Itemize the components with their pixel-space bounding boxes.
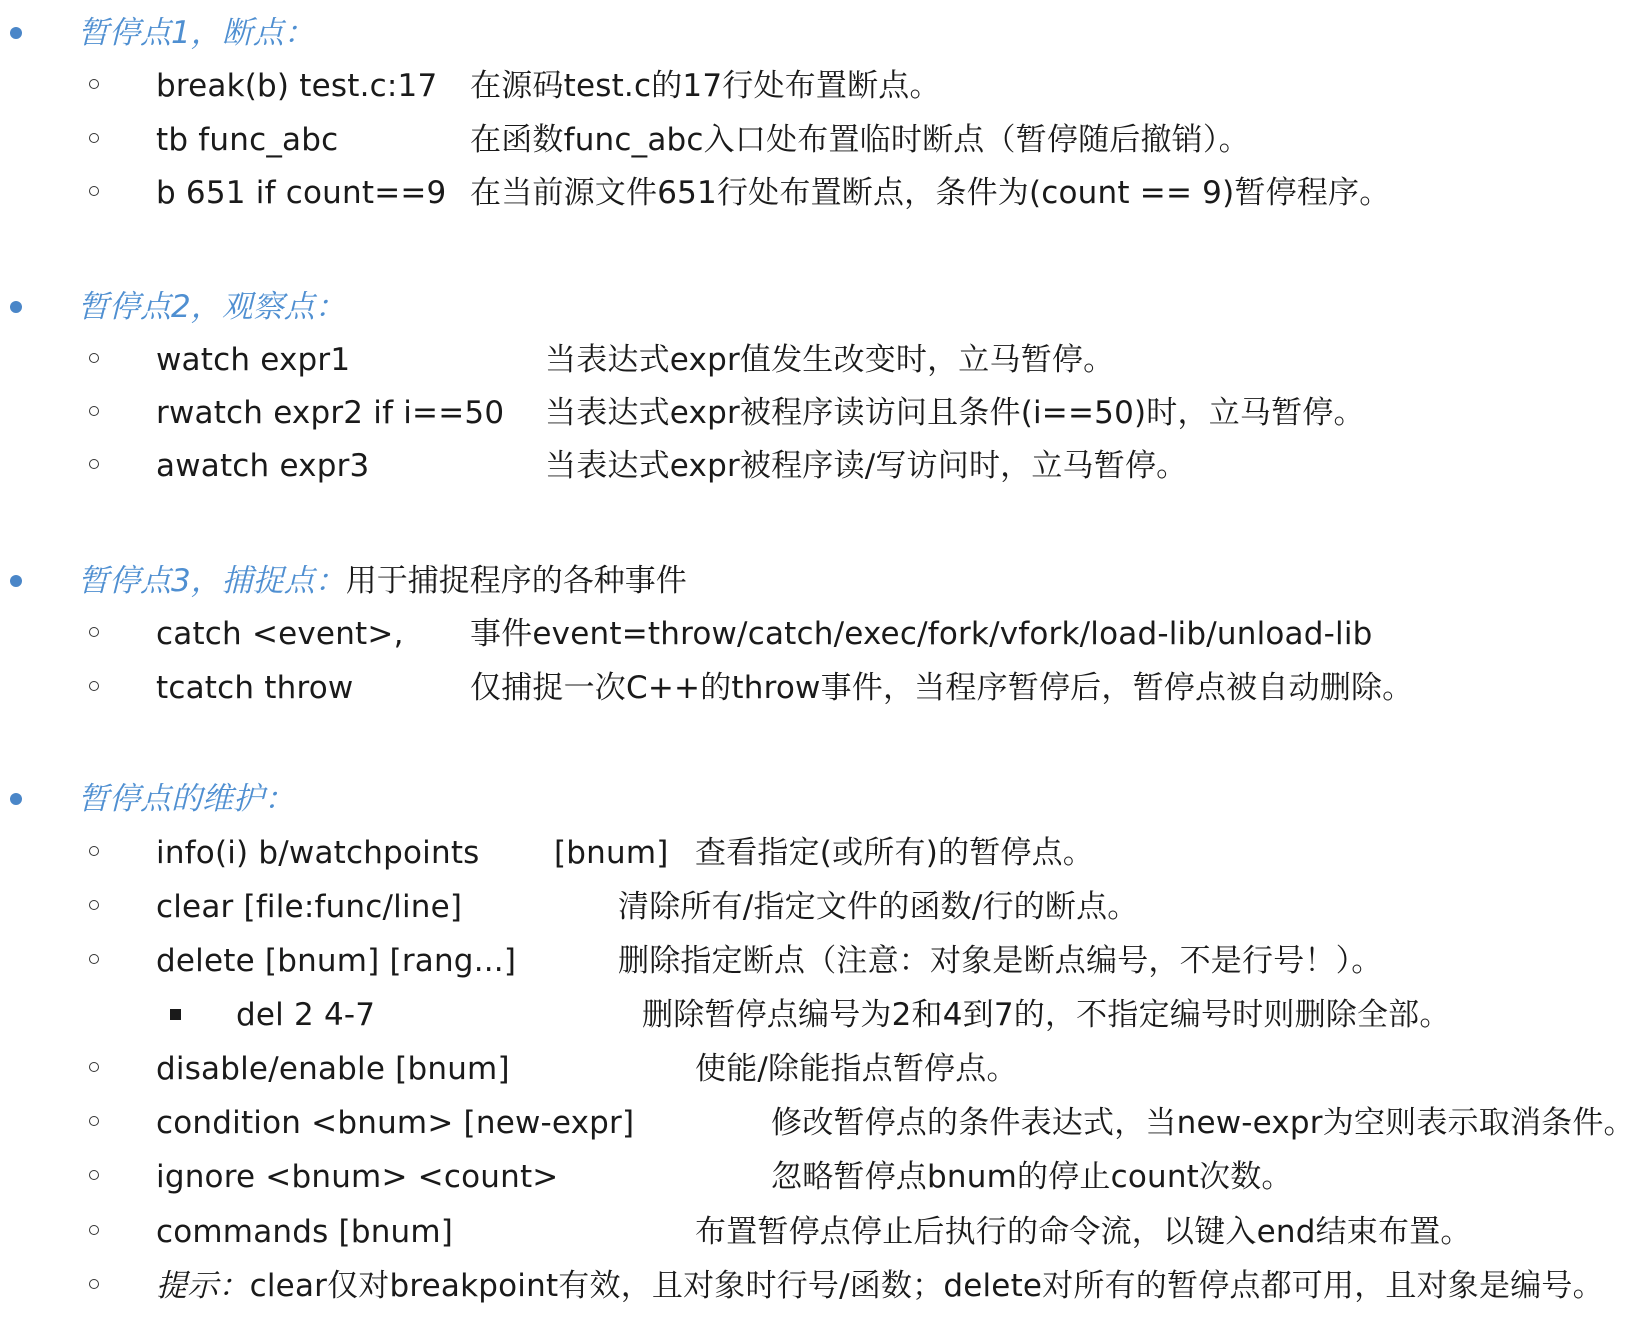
list-item bbox=[0, 932, 1645, 979]
description-text: 删除暂停点编号为2和4到7的，不指定编号时则删除全部。 bbox=[642, 997, 1451, 1033]
command-text: awatch expr3 bbox=[156, 448, 370, 484]
description-text: 查看指定(或所有)的暂停点。 bbox=[695, 835, 1094, 871]
description-text: 事件event=throw/catch/exec/fork/vfork/load-lib/unload-lib bbox=[470, 616, 1373, 652]
description-text: 修改暂停点的条件表达式，当new-expr为空则表示取消条件。 bbox=[771, 1105, 1635, 1141]
list-item bbox=[0, 437, 1645, 484]
list-marker-circle bbox=[89, 1225, 99, 1235]
bullet-dot bbox=[10, 301, 22, 313]
command-arg-text: [bnum] bbox=[554, 835, 669, 871]
list-item bbox=[0, 111, 1645, 158]
list-item bbox=[0, 1040, 1645, 1087]
command-text: tcatch throw bbox=[156, 670, 354, 706]
list-item-nested bbox=[0, 986, 1645, 1033]
list-marker-circle bbox=[89, 627, 99, 637]
section-heading-catchpoints bbox=[0, 552, 1645, 599]
list-marker-circle bbox=[89, 900, 99, 910]
list-marker-circle bbox=[89, 406, 99, 416]
bullet-dot bbox=[10, 793, 22, 805]
hint-label: 提示： bbox=[156, 1268, 250, 1304]
description-text: 仅捕捉一次C++的throw事件，当程序暂停后，暂停点被自动删除。 bbox=[470, 670, 1414, 706]
list-item-hint bbox=[0, 1257, 1645, 1304]
list-item bbox=[0, 331, 1645, 378]
list-marker-circle bbox=[89, 459, 99, 469]
command-text: commands [bnum] bbox=[156, 1214, 454, 1250]
list-marker-circle bbox=[89, 681, 99, 691]
list-item bbox=[0, 164, 1645, 211]
description-text: 删除指定断点（注意：对象是断点编号，不是行号！）。 bbox=[618, 943, 1383, 979]
description-text: 在函数func_abc入口处布置临时断点（暂停随后撤销）。 bbox=[470, 122, 1250, 158]
command-text: del 2 4-7 bbox=[236, 997, 376, 1033]
list-marker-square bbox=[170, 1009, 181, 1020]
list-marker-circle bbox=[89, 1062, 99, 1072]
section-heading-maintenance bbox=[0, 770, 1645, 817]
list-marker-circle bbox=[89, 846, 99, 856]
hint-text bbox=[156, 1257, 1604, 1315]
list-item bbox=[0, 605, 1645, 652]
list-item bbox=[0, 1203, 1645, 1250]
list-item bbox=[0, 878, 1645, 925]
description-text: 当表达式expr值发生改变时，立马暂停。 bbox=[545, 342, 1115, 378]
heading-rest: 用于捕捉程序的各种事件 bbox=[345, 563, 687, 599]
list-item bbox=[0, 57, 1645, 104]
description-text: 在源码test.c的17行处布置断点。 bbox=[470, 68, 941, 104]
command-text: ignore <bnum> <count> bbox=[156, 1159, 559, 1195]
command-text: tb func_abc bbox=[156, 122, 339, 158]
command-text: clear [file:func/line] bbox=[156, 889, 463, 925]
list-item bbox=[0, 384, 1645, 431]
heading-text: 暂停点2，观察点： bbox=[78, 289, 346, 325]
list-marker-circle bbox=[89, 1116, 99, 1126]
command-text: disable/enable [bnum] bbox=[156, 1051, 510, 1087]
description-text: 当表达式expr被程序读/写访问时，立马暂停。 bbox=[545, 448, 1188, 484]
command-text: watch expr1 bbox=[156, 342, 351, 378]
bullet-dot bbox=[10, 27, 22, 39]
command-text: condition <bnum> [new-expr] bbox=[156, 1105, 635, 1141]
list-marker-circle bbox=[89, 186, 99, 196]
description-text: 布置暂停点停止后执行的命令流，以键入end结束布置。 bbox=[695, 1214, 1472, 1250]
list-marker-circle bbox=[89, 133, 99, 143]
description-text: 在当前源文件651行处布置断点，条件为(count == 9)暂停程序。 bbox=[470, 175, 1391, 211]
hint-body: clear仅对breakpoint有效，且对象时行号/函数；delete对所有的暂停点都可用，且对象是编号。 bbox=[249, 1268, 1604, 1304]
description-text: 清除所有/指定文件的函数/行的断点。 bbox=[618, 889, 1139, 925]
list-item bbox=[0, 1148, 1645, 1195]
list-item bbox=[0, 824, 1645, 871]
description-text: 忽略暂停点bnum的停止count次数。 bbox=[771, 1159, 1293, 1195]
command-text: b 651 if count==9 bbox=[156, 175, 447, 211]
bullet-dot bbox=[10, 575, 22, 587]
command-text: catch <event>, bbox=[156, 616, 404, 652]
heading-label: 暂停点3，捕捉点： bbox=[78, 563, 346, 599]
heading-text bbox=[78, 552, 687, 610]
heading-text: 暂停点1，断点： bbox=[78, 15, 315, 51]
list-item bbox=[0, 659, 1645, 706]
command-text: delete [bnum] [rang...] bbox=[156, 943, 517, 979]
list-item bbox=[0, 1094, 1645, 1141]
list-marker-circle bbox=[89, 79, 99, 89]
list-marker-circle bbox=[89, 954, 99, 964]
command-text: break(b) test.c:17 bbox=[156, 68, 438, 104]
section-heading-breakpoints bbox=[0, 4, 1645, 51]
section-heading-watchpoints bbox=[0, 278, 1645, 325]
description-text: 当表达式expr被程序读访问且条件(i==50)时，立马暂停。 bbox=[545, 395, 1365, 431]
command-text: info(i) b/watchpoints bbox=[156, 835, 480, 871]
command-text: rwatch expr2 if i==50 bbox=[156, 395, 505, 431]
list-marker-circle bbox=[89, 353, 99, 363]
list-marker-circle bbox=[89, 1170, 99, 1180]
list-marker-circle bbox=[89, 1279, 99, 1289]
description-text: 使能/除能指点暂停点。 bbox=[695, 1051, 1018, 1087]
heading-text: 暂停点的维护： bbox=[78, 781, 295, 817]
